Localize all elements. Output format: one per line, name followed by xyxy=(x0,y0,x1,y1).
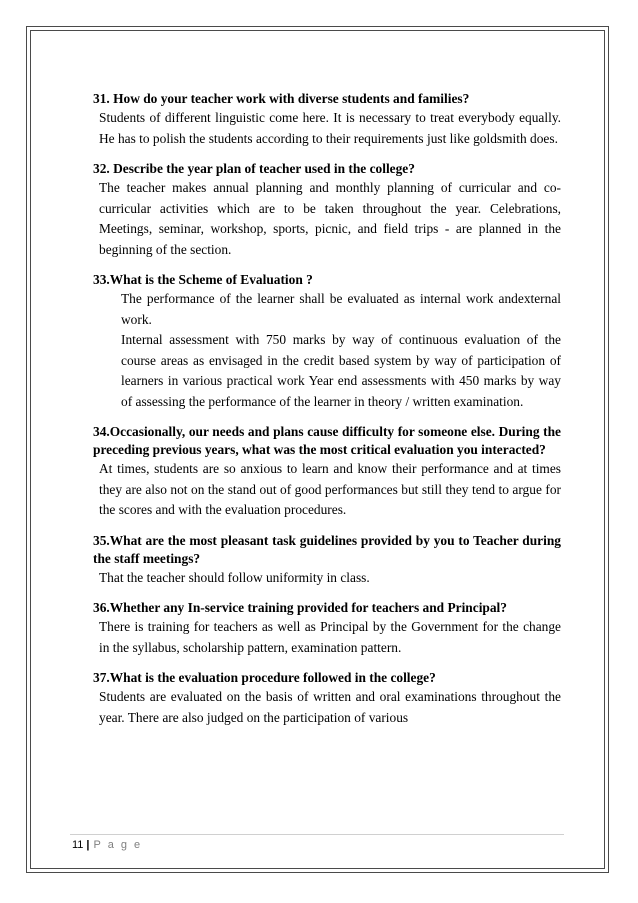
question-36: 36.Whether any In-service training provided for teachers and Principal? xyxy=(93,600,507,615)
answer-37: Students are evaluated on the basis of written and oral examinations throughout the year. There are also judged on the participation of various xyxy=(99,689,561,725)
qa-section-37 xyxy=(93,669,561,728)
document-body xyxy=(93,90,561,728)
answer-34: At times, students are so anxious to learn and know their performance and at times they are also not on the stand out of good performances but still they tend to argue for the scores and with the evaluation procedures. xyxy=(99,461,561,517)
answer-35: That the teacher should follow uniformity in class. xyxy=(99,569,370,585)
qa-section-31 xyxy=(93,90,561,149)
footer-divider xyxy=(70,834,564,835)
answer-31: Students of different linguistic come here. It is necessary to treat everybody equally. He has to polish the students according to their requirements just like goldsmith does. xyxy=(99,110,561,146)
page-label: P a g e xyxy=(93,839,143,851)
question-35: 35.What are the most pleasant task guidelines provided by you to Teacher during the staff meetings? xyxy=(93,532,561,566)
answer-33-part-2: Internal assessment with 750 marks by way of continuous evaluation of the course areas as envisaged in the credit based system by way of participation of learners in various practical work Year end assessments with 450 marks by way of assessing the performance of the learner in theory / written examination. xyxy=(121,332,561,409)
question-34: 34.Occasionally, our needs and plans cause difficulty for someone else. During the preceding previous years, what was the most critical evaluation you interacted? xyxy=(93,424,561,457)
page-number: 11 xyxy=(72,839,84,851)
question-31: 31. How do your teacher work with diverse students and families? xyxy=(93,91,470,106)
footer-separator: | xyxy=(86,839,90,851)
question-37: 37.What is the evaluation procedure followed in the college? xyxy=(93,670,436,685)
qa-section-34 xyxy=(93,423,561,521)
qa-section-36 xyxy=(93,599,561,658)
qa-section-35 xyxy=(93,532,561,589)
qa-section-33 xyxy=(93,271,561,412)
answer-36: There is training for teachers as well as Principal by the Government for the change in the syllabus, scholarship pattern, examination pattern. xyxy=(99,619,561,655)
answer-32: The teacher makes annual planning and monthly planning of curricular and co-curricular activities which are to be taken throughout the year. Celebrations, Meetings, seminar, workshop, sports, picnic, and field trips - are planned in the beginning of the section. xyxy=(99,180,561,257)
qa-section-32 xyxy=(93,160,561,260)
page-footer xyxy=(72,839,142,851)
question-32: 32. Describe the year plan of teacher used in the college? xyxy=(93,161,415,176)
answer-33-part-1: The performance of the learner shall be evaluated as internal work andexternal work. xyxy=(121,291,561,327)
question-33: 33.What is the Scheme of Evaluation ? xyxy=(93,272,313,287)
